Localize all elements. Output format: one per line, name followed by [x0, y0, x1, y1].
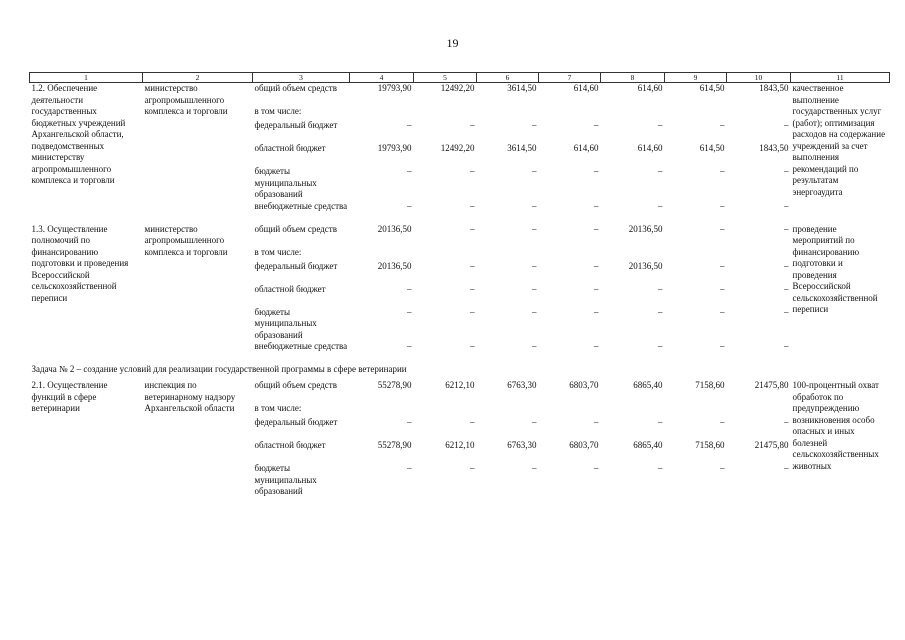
header-row: [30, 73, 890, 83]
value-cell: –: [658, 166, 663, 176]
value-cell: –: [784, 463, 789, 473]
value-cell: 20136,50: [377, 223, 412, 234]
activity-cell: 1.3. Осуществление полномочий по финансированию подготовки и проведения Всероссийской сельскохозяйственной переписи: [31, 223, 129, 303]
value-cell: –: [720, 166, 725, 176]
value-cell: [539, 106, 601, 120]
value-cell: –: [594, 306, 599, 317]
activity-cell: 1.2. Обеспечение деятельности государственных бюджетных учреждений Архангельской области, подведомственных министерству агропромышленного комплекса и торговли: [31, 83, 126, 185]
source-cell: федеральный бюджет: [254, 120, 338, 130]
value-cell: –: [407, 200, 412, 211]
value-cell: –: [594, 417, 599, 427]
value-cell: –: [470, 341, 475, 351]
value-cell: [601, 247, 665, 261]
value-cell: –: [720, 260, 725, 271]
value-cell: –: [407, 306, 412, 317]
value-cell: –: [532, 120, 537, 130]
value-cell: 614,60: [573, 83, 599, 93]
value-cell: –: [470, 223, 475, 234]
value-cell: –: [658, 200, 663, 211]
value-cell: [601, 106, 665, 120]
value-cell: 7158,60: [695, 440, 725, 450]
header-col-1: 1: [30, 73, 143, 83]
value-cell: 3614,50: [507, 83, 537, 93]
value-cell: –: [720, 200, 725, 211]
table-row: [30, 83, 890, 107]
source-cell: бюджеты муниципальных образований: [254, 166, 317, 199]
value-cell: [350, 106, 414, 120]
page-number: 19: [446, 36, 459, 50]
value-cell: –: [594, 200, 599, 211]
value-cell: –: [658, 306, 663, 317]
value-cell: –: [594, 166, 599, 176]
value-cell: [727, 106, 791, 120]
value-cell: –: [594, 463, 599, 473]
value-cell: –: [784, 166, 789, 176]
value-cell: –: [532, 417, 537, 427]
value-cell: –: [658, 463, 663, 473]
value-cell: –: [720, 120, 725, 130]
executor-cell: министерство агропромышленного комплекса и торговли: [144, 83, 228, 116]
value-cell: [414, 106, 477, 120]
result-cell: 100-процентный охват обработок по предупреждению возникновения особо опасных и иных болезней сельскохозяйственных животных: [792, 380, 879, 471]
value-cell: [727, 247, 791, 261]
value-cell: –: [470, 260, 475, 271]
value-cell: 1843,50: [759, 143, 789, 153]
source-cell: областной бюджет: [254, 143, 326, 153]
header-col-6: 6: [477, 73, 539, 83]
value-cell: –: [720, 223, 725, 234]
value-cell: –: [470, 417, 475, 427]
value-cell: –: [470, 120, 475, 130]
header-col-3: 3: [253, 73, 350, 83]
header-col-5: 5: [414, 73, 477, 83]
value-cell: –: [470, 306, 475, 317]
value-cell: –: [532, 260, 537, 271]
value-cell: –: [594, 283, 599, 294]
value-cell: –: [720, 463, 725, 473]
value-cell: 12492,20: [440, 83, 475, 93]
value-cell: –: [594, 341, 599, 351]
value-cell: –: [407, 283, 412, 294]
value-cell: 20136,50: [628, 223, 663, 234]
value-cell: [539, 403, 601, 417]
value-cell: –: [658, 283, 663, 294]
value-cell: 55278,90: [377, 440, 412, 450]
value-cell: [727, 403, 791, 417]
value-cell: 614,60: [637, 143, 663, 153]
source-cell: областной бюджет: [254, 283, 326, 294]
table-row: [30, 224, 890, 247]
source-cell: внебюджетные средства: [254, 341, 348, 351]
value-cell: 20136,50: [377, 260, 412, 271]
value-cell: –: [407, 463, 412, 473]
task-heading-row: [30, 364, 890, 380]
value-cell: 19793,90: [377, 83, 412, 93]
value-cell: –: [720, 283, 725, 294]
value-cell: [350, 247, 414, 261]
value-cell: [414, 403, 477, 417]
executor-cell: министерство агропромышленного комплекса и торговли: [144, 223, 228, 257]
value-cell: 3614,50: [507, 143, 537, 153]
header-col-7: 7: [539, 73, 601, 83]
value-cell: 614,60: [573, 143, 599, 153]
value-cell: –: [470, 463, 475, 473]
value-cell: 6212,10: [445, 440, 475, 450]
value-cell: –: [532, 223, 537, 234]
value-cell: –: [784, 120, 789, 130]
value-cell: –: [532, 166, 537, 176]
value-cell: [477, 247, 539, 261]
value-cell: –: [532, 306, 537, 317]
value-cell: –: [594, 120, 599, 130]
source-cell: общий объем средств: [254, 380, 337, 390]
header-col-9: 9: [665, 73, 727, 83]
value-cell: –: [658, 341, 663, 351]
program-table: [29, 72, 890, 498]
value-cell: 6865,40: [633, 440, 663, 450]
value-cell: 6212,10: [445, 380, 475, 390]
value-cell: –: [784, 260, 789, 271]
value-cell: –: [532, 200, 537, 211]
value-cell: –: [407, 166, 412, 176]
source-cell: общий объем средств: [254, 223, 337, 234]
source-cell: федеральный бюджет: [254, 417, 338, 427]
value-cell: 21475,80: [754, 380, 789, 390]
value-cell: 6803,70: [569, 440, 599, 450]
value-cell: –: [532, 341, 537, 351]
value-cell: –: [470, 200, 475, 211]
header-col-8: 8: [601, 73, 665, 83]
value-cell: [665, 106, 727, 120]
value-cell: 19793,90: [377, 143, 412, 153]
table-row: [30, 380, 890, 403]
value-cell: –: [784, 306, 789, 317]
value-cell: –: [784, 200, 789, 211]
value-cell: –: [784, 283, 789, 294]
result-cell: качественное выполнение государственных услуг (работ); оптимизация расходов на содержание учреждений за счет выполнения рекомендаций по результатам энергоаудита: [792, 83, 886, 197]
value-cell: –: [658, 417, 663, 427]
source-cell: бюджеты муниципальных образований: [254, 306, 317, 340]
value-cell: 20136,50: [628, 260, 663, 271]
value-cell: [414, 247, 477, 261]
value-cell: –: [784, 341, 789, 351]
value-cell: 1843,50: [759, 83, 789, 93]
source-cell: бюджеты муниципальных образований: [254, 463, 317, 496]
source-cell: в том числе:: [254, 246, 302, 257]
task-heading: Задача № 2 – создание условий для реализации государственной программы в сфере ветеринарии: [31, 364, 407, 374]
value-cell: [601, 403, 665, 417]
value-cell: [477, 403, 539, 417]
value-cell: 21475,80: [754, 440, 789, 450]
value-cell: [477, 106, 539, 120]
value-cell: –: [720, 306, 725, 317]
value-cell: 12492,20: [440, 143, 475, 153]
value-cell: 614,50: [699, 143, 725, 153]
value-cell: –: [658, 120, 663, 130]
value-cell: –: [594, 260, 599, 271]
header-col-4: 4: [350, 73, 414, 83]
value-cell: –: [720, 341, 725, 351]
value-cell: 6763,30: [507, 440, 537, 450]
result-cell: проведение мероприятий по финансированию подготовки и проведения Всероссийской сельскохозяйственной переписи: [792, 223, 878, 314]
value-cell: 614,50: [699, 83, 725, 93]
value-cell: 6803,70: [569, 380, 599, 390]
source-cell: общий объем средств: [254, 83, 337, 93]
value-cell: 6763,30: [507, 380, 537, 390]
value-cell: 614,60: [637, 83, 663, 93]
value-cell: –: [470, 283, 475, 294]
source-cell: в том числе:: [254, 403, 302, 413]
source-cell: федеральный бюджет: [254, 260, 338, 271]
value-cell: –: [720, 417, 725, 427]
value-cell: [665, 403, 727, 417]
activity-cell: 2.1. Осуществление функций в сфере ветеринарии: [31, 380, 108, 413]
value-cell: –: [532, 283, 537, 294]
value-cell: –: [407, 120, 412, 130]
header-col-11: 11: [791, 73, 890, 83]
value-cell: –: [784, 223, 789, 234]
value-cell: –: [532, 463, 537, 473]
value-cell: –: [594, 223, 599, 234]
value-cell: 6865,40: [633, 380, 663, 390]
source-cell: внебюджетные средства: [254, 200, 348, 211]
value-cell: 7158,60: [695, 380, 725, 390]
value-cell: 55278,90: [377, 380, 412, 390]
executor-cell: инспекция по ветеринарному надзору Архангельской области: [144, 380, 236, 413]
value-cell: –: [407, 417, 412, 427]
value-cell: –: [407, 341, 412, 351]
source-cell: областной бюджет: [254, 440, 326, 450]
value-cell: –: [784, 417, 789, 427]
value-cell: [665, 247, 727, 261]
header-col-2: 2: [143, 73, 253, 83]
value-cell: [350, 403, 414, 417]
value-cell: –: [470, 166, 475, 176]
source-cell: в том числе:: [254, 106, 302, 116]
header-col-10: 10: [727, 73, 791, 83]
value-cell: [539, 247, 601, 261]
